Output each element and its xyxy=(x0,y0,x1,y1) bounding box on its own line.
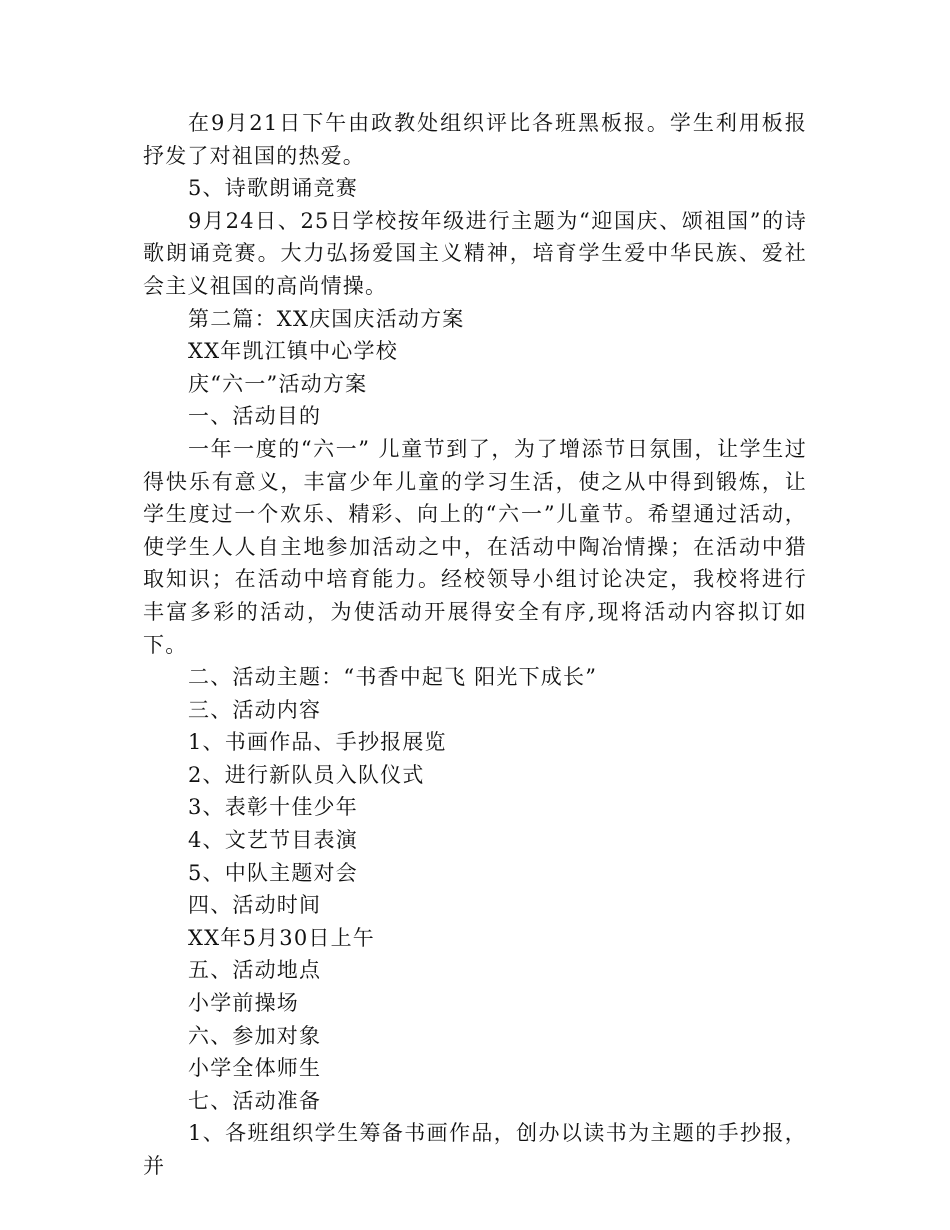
document-body xyxy=(143,107,807,1183)
heading-part-two: 第二篇：XX庆国庆活动方案 xyxy=(188,306,465,331)
list-item-squad-meeting: 5、中队主题对会 xyxy=(188,860,358,885)
heading-theme: 二、活动主题：“书香中起飞 阳光下成长” xyxy=(188,665,598,690)
list-item-exhibition: 1、书画作品、手抄报展览 xyxy=(188,730,447,755)
plan-title: 庆“六一”活动方案 xyxy=(188,371,368,396)
paragraph-preparation: 1、各班组织学生筹备书画作品，创办以读书为主题的手抄报，并 xyxy=(143,1121,807,1178)
value-participants: 小学全体师生 xyxy=(188,1056,322,1081)
list-item-performance: 4、文艺节目表演 xyxy=(188,828,358,853)
list-item-induction: 2、进行新队员入队仪式 xyxy=(188,762,425,787)
list-item-awards: 3、表彰十佳少年 xyxy=(188,795,358,820)
heading-poetry-contest: 5、诗歌朗诵竞赛 xyxy=(188,176,358,201)
heading-location: 五、活动地点 xyxy=(188,958,322,983)
heading-participants: 六、参加对象 xyxy=(188,1023,322,1048)
paragraph-blackboard-review: 在9月21日下午由政教处组织评比各班黑板报。学生利用板报抒发了对祖国的热爱。 xyxy=(143,111,807,168)
heading-preparation: 七、活动准备 xyxy=(188,1088,322,1113)
heading-purpose: 一、活动目的 xyxy=(188,404,322,429)
value-location: 小学前操场 xyxy=(188,991,299,1016)
heading-time: 四、活动时间 xyxy=(188,893,322,918)
value-time: XX年5月30日上午 xyxy=(188,925,375,950)
paragraph-poetry-contest: 9月24日、25日学校按年级进行主题为“迎国庆、颂祖国”的诗歌朗诵竞赛。大力弘扬爱国主义精神，培育学生爱中华民族、爱社会主义祖国的高尚情操。 xyxy=(143,208,807,298)
paragraph-purpose: 一年一度的“六一” 儿童节到了，为了增添节日氛围，让学生过得快乐有意义，丰富少年儿童的学习生活，使之从中得到锻炼，让学生度过一个欢乐、精彩、向上的“六一”儿童节。希望通过活动，使学生人人自主地参加活动之中，在活动中陶冶情操；在活动中猎取知识；在活动中培育能力。经校领导小组讨论决定，我校将进行丰富多彩的活动，为使活动开展得安全有序,现将活动内容拟订如下。 xyxy=(143,436,807,657)
school-name: XX年凯江镇中心学校 xyxy=(188,339,398,364)
heading-content: 三、活动内容 xyxy=(188,697,322,722)
